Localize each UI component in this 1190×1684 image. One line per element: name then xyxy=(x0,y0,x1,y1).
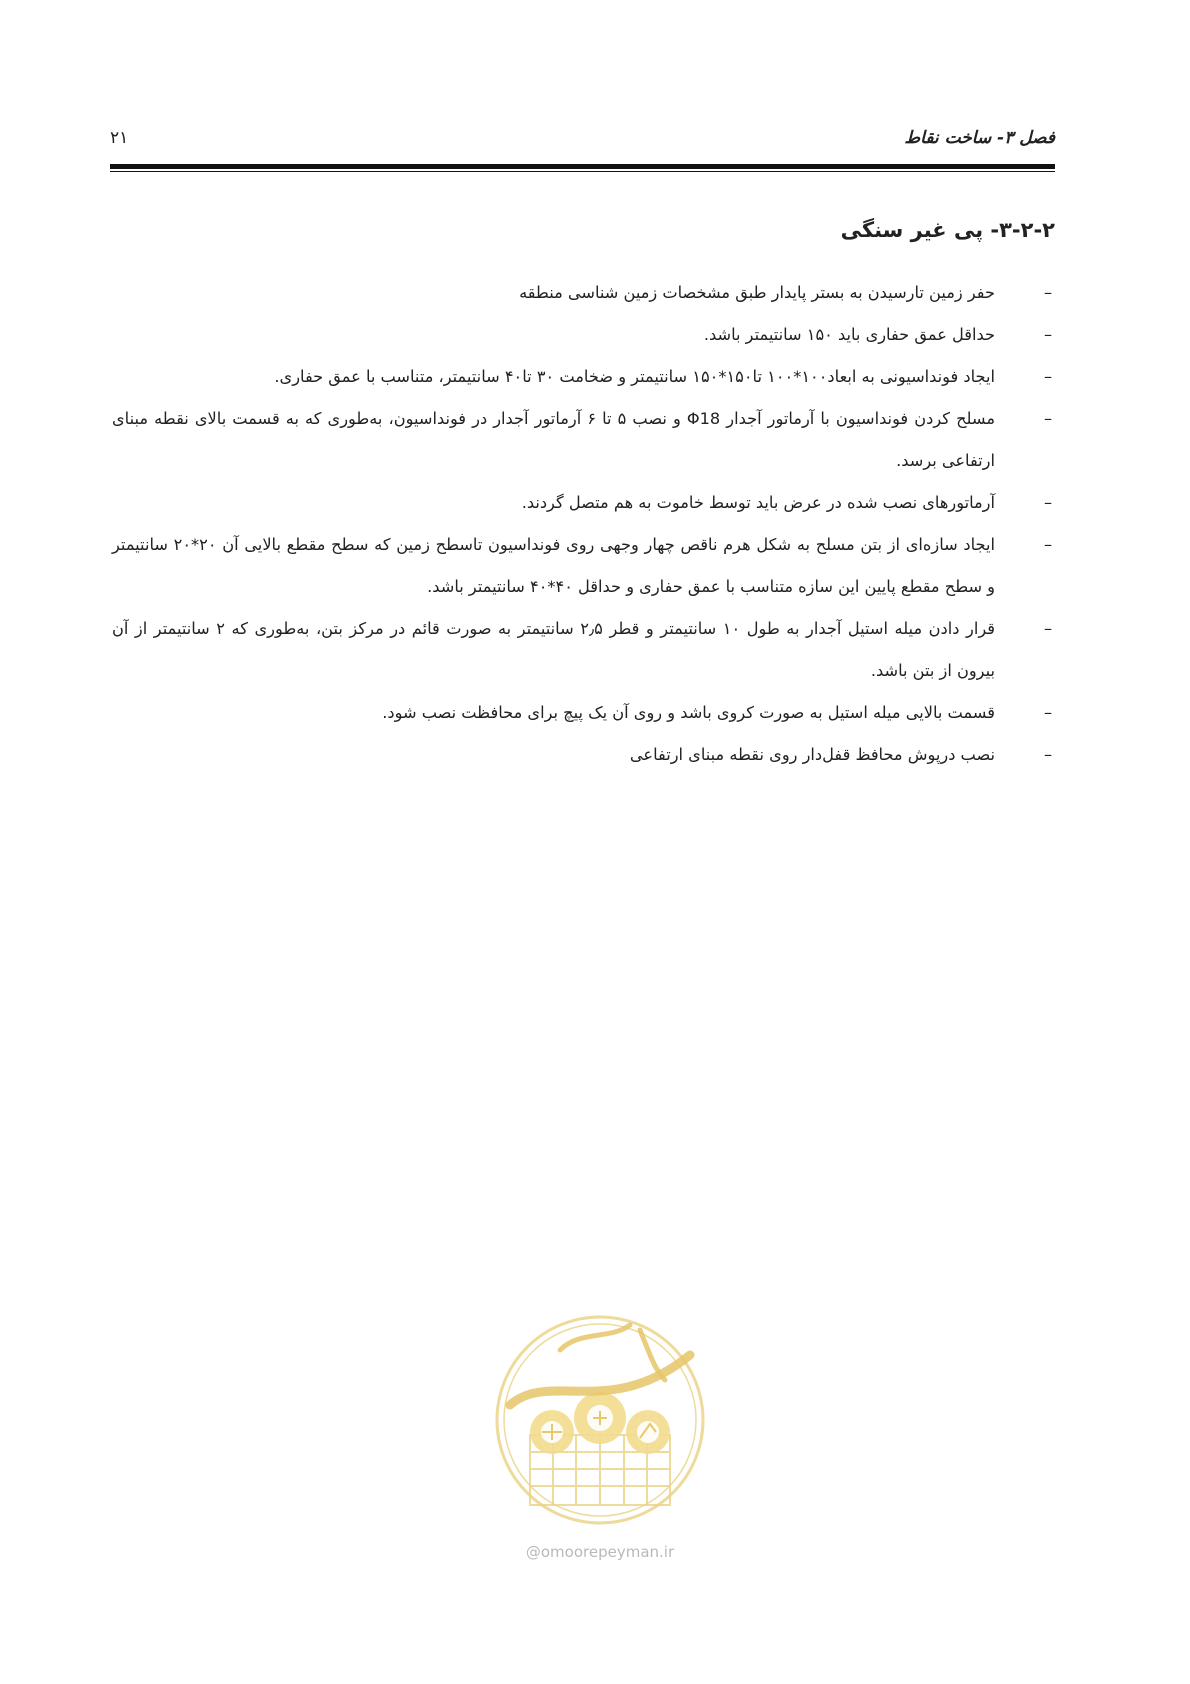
header-rule-thin xyxy=(110,171,1055,172)
list-item-text: مسلح کردن فونداسیون با آرماتور آجدار Φ18 و نصب ۵ تا ۶ آرماتور آجدار در فونداسیون، به‌طوری که به قسمت بالای نقطه مبنای ارتفاعی برسد. xyxy=(112,409,995,470)
list-item-text: قسمت بالایی میله استیل به صورت کروی باشد و روی آن یک پیچ برای محافظت نصب شود. xyxy=(382,703,995,722)
list-item xyxy=(112,272,1055,314)
list-dash: – xyxy=(1043,535,1053,554)
list-item-text: آرماتورهای نصب شده در عرض باید توسط خاموت به هم متصل گردند. xyxy=(521,493,995,512)
list-item xyxy=(112,314,1055,356)
header-rule-thick xyxy=(110,164,1055,169)
list-item xyxy=(112,692,1055,734)
page-header xyxy=(110,128,1055,158)
watermark-logo xyxy=(490,1310,710,1530)
list-dash: – xyxy=(1043,493,1053,512)
list-item xyxy=(112,608,1055,692)
list-item-text: ایجاد فونداسیونی به ابعاد۱۰۰*۱۰۰ تا۱۵۰*۱۵۰ سانتیمتر و ضخامت ۳۰ تا۴۰ سانتیمتر، متناسب با عمق حفاری. xyxy=(274,367,995,386)
list-item xyxy=(112,356,1055,398)
list-dash: – xyxy=(1043,703,1053,722)
page-number: ۲۱ xyxy=(110,128,129,148)
list-item-text: قرار دادن میله استیل آجدار به طول ۱۰ سانتیمتر و قطر ۲٫۵ سانتیمتر به صورت قائم در مرکز بتن، به‌طوری که ۲ سانتیمتر از آن بیرون از بتن باشد. xyxy=(112,619,995,680)
list-dash: – xyxy=(1043,325,1053,344)
list-dash: – xyxy=(1043,283,1053,302)
watermark-url: @omoorepeyman.ir xyxy=(525,1543,675,1561)
list-dash: – xyxy=(1043,745,1053,764)
list-item-text: حفر زمین تارسیدن به بستر پایدار طبق مشخصات زمین شناسی منطقه xyxy=(519,283,995,302)
list-item xyxy=(112,734,1055,776)
list-item-text: نصب درپوش محافظ قفل‌دار روی نقطه مبنای ارتفاعی xyxy=(629,745,995,764)
bullet-list xyxy=(112,272,1055,776)
list-item-text: ایجاد سازه‌ای از بتن مسلح به شکل هرم ناقص چهار وجهی روی فونداسیون تاسطح زمین که سطح مقطع بالایی آن ۲۰*۲۰ سانتیمتر و سطح مقطع پایین این سازه متناسب با عمق حفاری و حداقل ۴۰*۴۰ سانتیمتر باشد. xyxy=(112,535,996,596)
list-item xyxy=(112,524,1055,608)
list-dash: – xyxy=(1043,409,1053,428)
list-item xyxy=(112,482,1055,524)
list-dash: – xyxy=(1043,619,1053,638)
chapter-title: فصل ۳- ساخت نقاط xyxy=(904,128,1055,148)
section-title: ۳-۲-۲- پی غیر سنگی xyxy=(840,218,1055,242)
list-item xyxy=(112,398,1055,482)
list-dash: – xyxy=(1043,367,1053,386)
list-item-text: حداقل عمق حفاری باید ۱۵۰ سانتیمتر باشد. xyxy=(703,325,995,344)
